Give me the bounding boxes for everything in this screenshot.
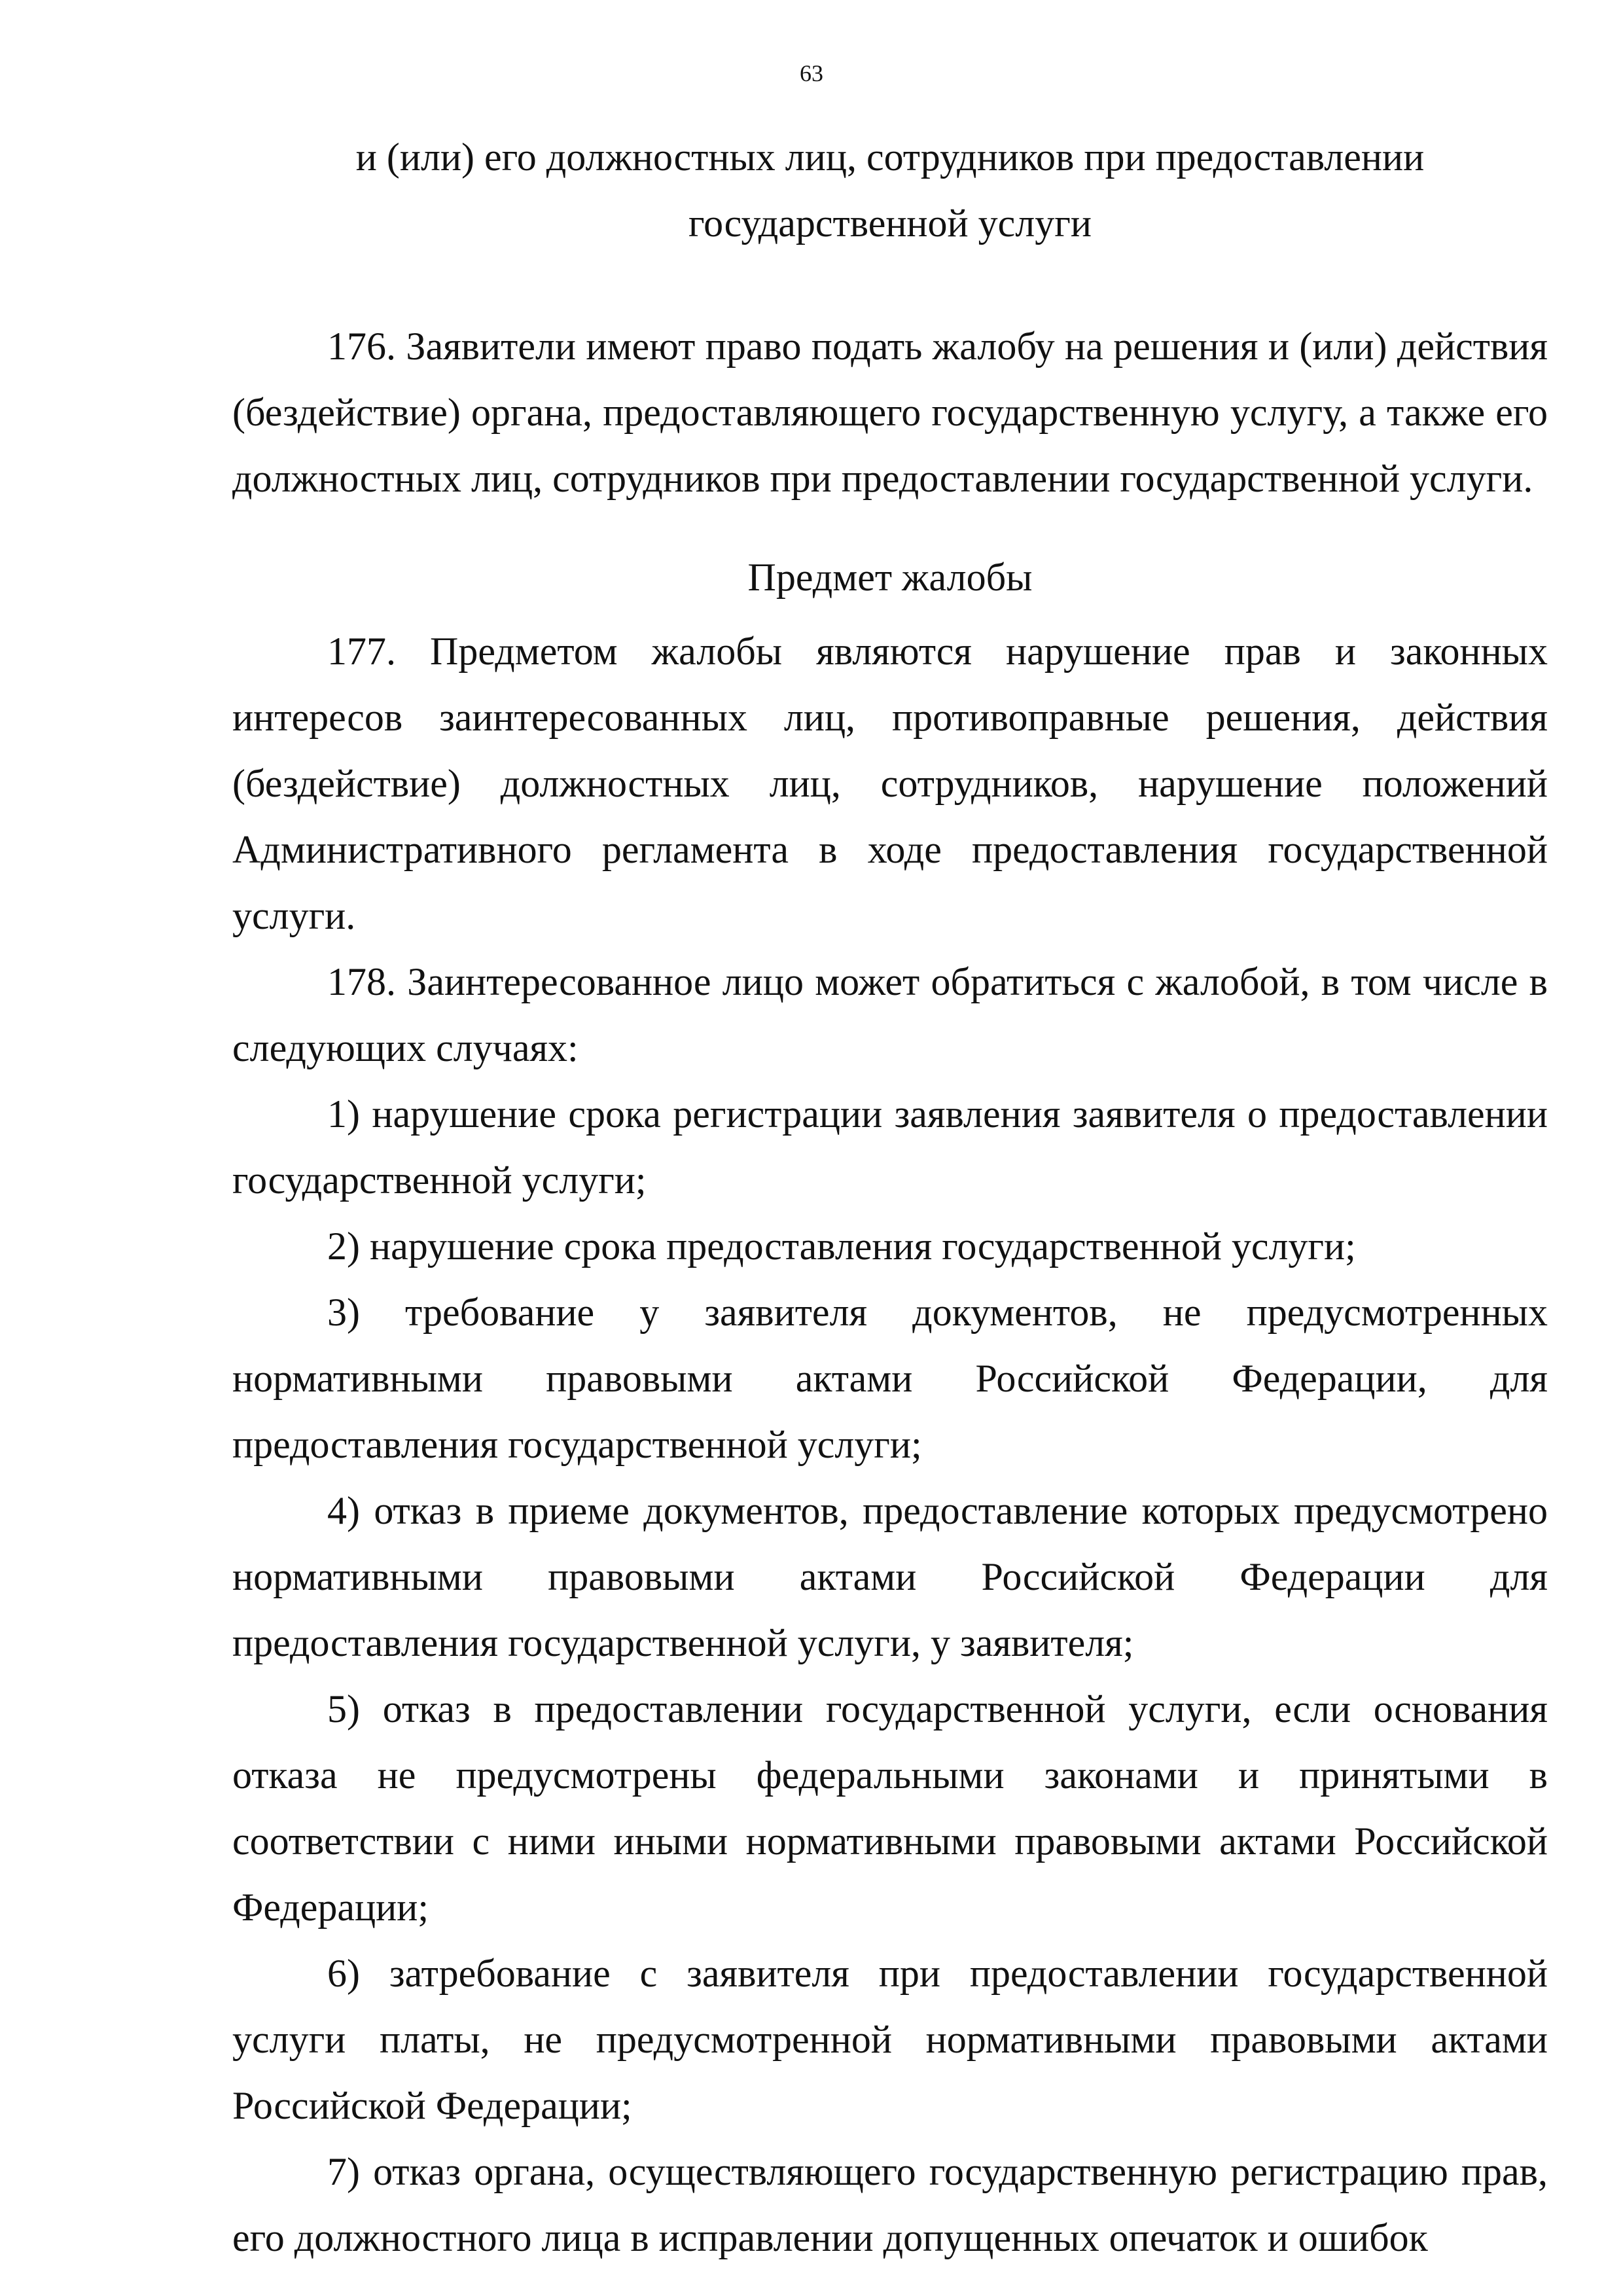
heading-line-1: и (или) его должностных лиц, сотрудников при предоставлении <box>355 135 1425 179</box>
case-item-1: 1) нарушение срока регистрации заявления заявителя о предоставлении государственной услуги; <box>232 1092 1548 1202</box>
case-item-4: 4) отказ в приеме документов, предоставление которых предусмотрено нормативными правовыми актами Российской Федерации для предоставления государственной услуги, у заявителя; <box>232 1489 1548 1664</box>
paragraph-176: 176. Заявители имеют право подать жалобу на решения и (или) действия (бездействие) органа, предоставляющего государственную услугу, а также его должностных лиц, сотрудников при предоставлении государственной услуги. <box>232 325 1548 500</box>
section-heading: Предмет жалобы <box>747 556 1033 599</box>
case-item-3: 3) требование у заявителя документов, не предусмотренных нормативными правовыми актами Российской Федерации, для предоставления государственной услуги; <box>232 1291 1548 1466</box>
case-item-5: 5) отказ в предоставлении государственной услуги, если основания отказа не предусмотрены федеральными законами и принятыми в соответствии с ними иными нормативными правовыми актами Российской Федерации; <box>232 1687 1548 1929</box>
page-number: 63 <box>800 60 823 86</box>
heading-line-2: государственной услуги <box>688 202 1092 245</box>
case-item-7: 7) отказ органа, осуществляющего государственную регистрацию прав, его должностного лица в исправлении допущенных опечаток и ошибок <box>232 2150 1548 2259</box>
case-item-2: 2) нарушение срока предоставления государственной услуги; <box>327 1225 1356 1268</box>
page-content <box>232 124 1548 2271</box>
section-heading-continuation <box>232 124 1548 257</box>
paragraph-177: 177. Предметом жалобы являются нарушение прав и законных интересов заинтересованных лиц, противоправные решения, действия (бездействие) должностных лиц, сотрудников, нарушение положений Административного регламента в ходе предоставления государственной услуги. <box>232 630 1548 937</box>
case-item-6: 6) затребование с заявителя при предоставлении государственной услуги платы, не предусмотренной нормативными правовыми актами Российской Федерации; <box>232 1952 1548 2127</box>
paragraph-178: 178. Заинтересованное лицо может обратиться с жалобой, в том числе в следующих случаях: <box>232 960 1548 1069</box>
